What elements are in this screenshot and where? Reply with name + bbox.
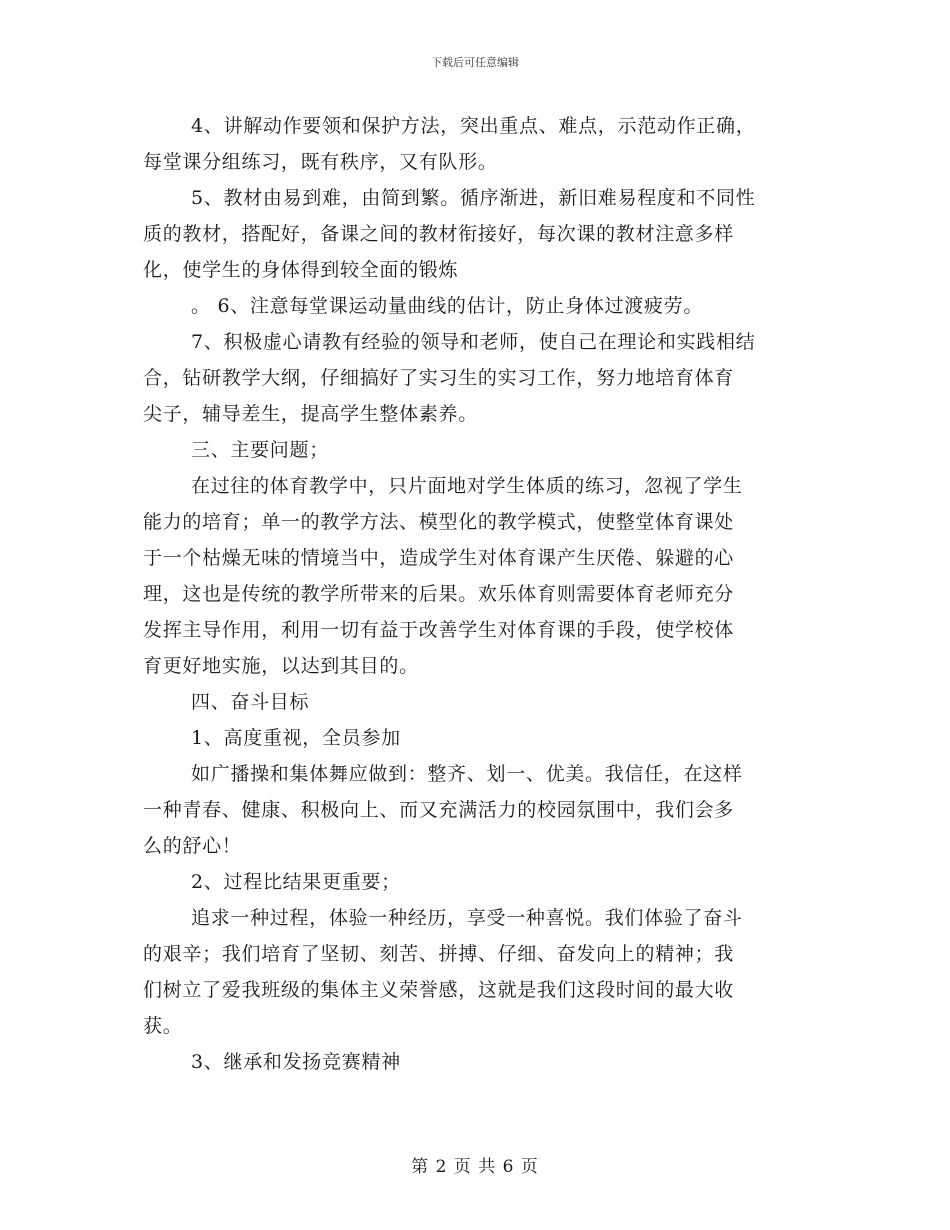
- text-line: 质的教材，搭配好，备课之间的教材衔接好，每次课的教材注意多样: [143, 223, 735, 245]
- text-line: 4、讲解动作要领和保护方法，突出重点、难点，示范动作正确，: [191, 115, 756, 137]
- text-line: 7、积极虚心请教有经验的领导和老师，使自己在理论和实践相结: [191, 331, 756, 353]
- document-body: [143, 108, 807, 1080]
- text-line: 1、高度重视，全员参加: [191, 727, 401, 749]
- text-line: 发挥主导作用，利用一切有益于改善学生对体育课的手段，使学校体: [143, 619, 735, 641]
- text-line: 追求一种过程，体验一种经历，享受一种喜悦。我们体验了奋斗: [191, 907, 743, 929]
- text-line: 每堂课分组练习，既有秩序，又有队形。: [143, 151, 498, 173]
- text-line: 尖子，辅导差生，提高学生整体素养。: [143, 403, 478, 425]
- text-line: 理，这也是传统的教学所带来的后果。欢乐体育则需要体育老师充分: [143, 583, 735, 605]
- text-line: 3、继承和发扬竞赛精神: [191, 1051, 401, 1073]
- text-line: 合，钻研教学大纲，仔细搞好了实习生的实习工作，努力地培育体育: [143, 367, 735, 389]
- page-header: 下载后可任意编辑: [431, 56, 519, 69]
- text-line: 能力的培育；单一的教学方法、模型化的教学模式，使整堂体育课处: [143, 511, 735, 533]
- text-line: 们树立了爱我班级的集体主义荣誉感，这就是我们这段时间的最大收: [143, 979, 735, 1001]
- text-line: 5、教材由易到难，由简到繁。循序渐进，新旧难易程度和不同性: [191, 187, 756, 209]
- text-line: 化，使学生的身体得到较全面的锻炼: [143, 259, 459, 281]
- text-line: 四、奋斗目标: [191, 691, 310, 713]
- text-line: 的艰辛；我们培育了坚韧、刻苦、拼搏、仔细、奋发向上的精神；我: [143, 943, 735, 965]
- text-line: 么的舒心！: [143, 835, 242, 857]
- page-footer: 第 2 页 共 6 页: [411, 1157, 539, 1177]
- text-line: 一种青春、健康、积极向上、而又充满活力的校园氛围中，我们会多: [143, 799, 735, 821]
- text-line: 育更好地实施，以达到其目的。: [143, 655, 419, 677]
- text-line: 如广播操和集体舞应做到：整齐、划一、优美。我信任，在这样: [191, 763, 743, 785]
- text-line: 三、主要问题；: [191, 439, 329, 461]
- text-line: 于一个枯燥无味的情境当中，造成学生对体育课产生厌倦、躲避的心: [143, 547, 735, 569]
- text-line: 2、过程比结果更重要；: [191, 871, 401, 893]
- text-line: 在过往的体育教学中，只片面地对学生体质的练习，忽视了学生: [191, 475, 743, 497]
- text-line: 获。: [143, 1015, 183, 1037]
- text-line: 。 6、注意每堂课运动量曲线的估计，防止身体过渡疲劳。: [191, 295, 704, 317]
